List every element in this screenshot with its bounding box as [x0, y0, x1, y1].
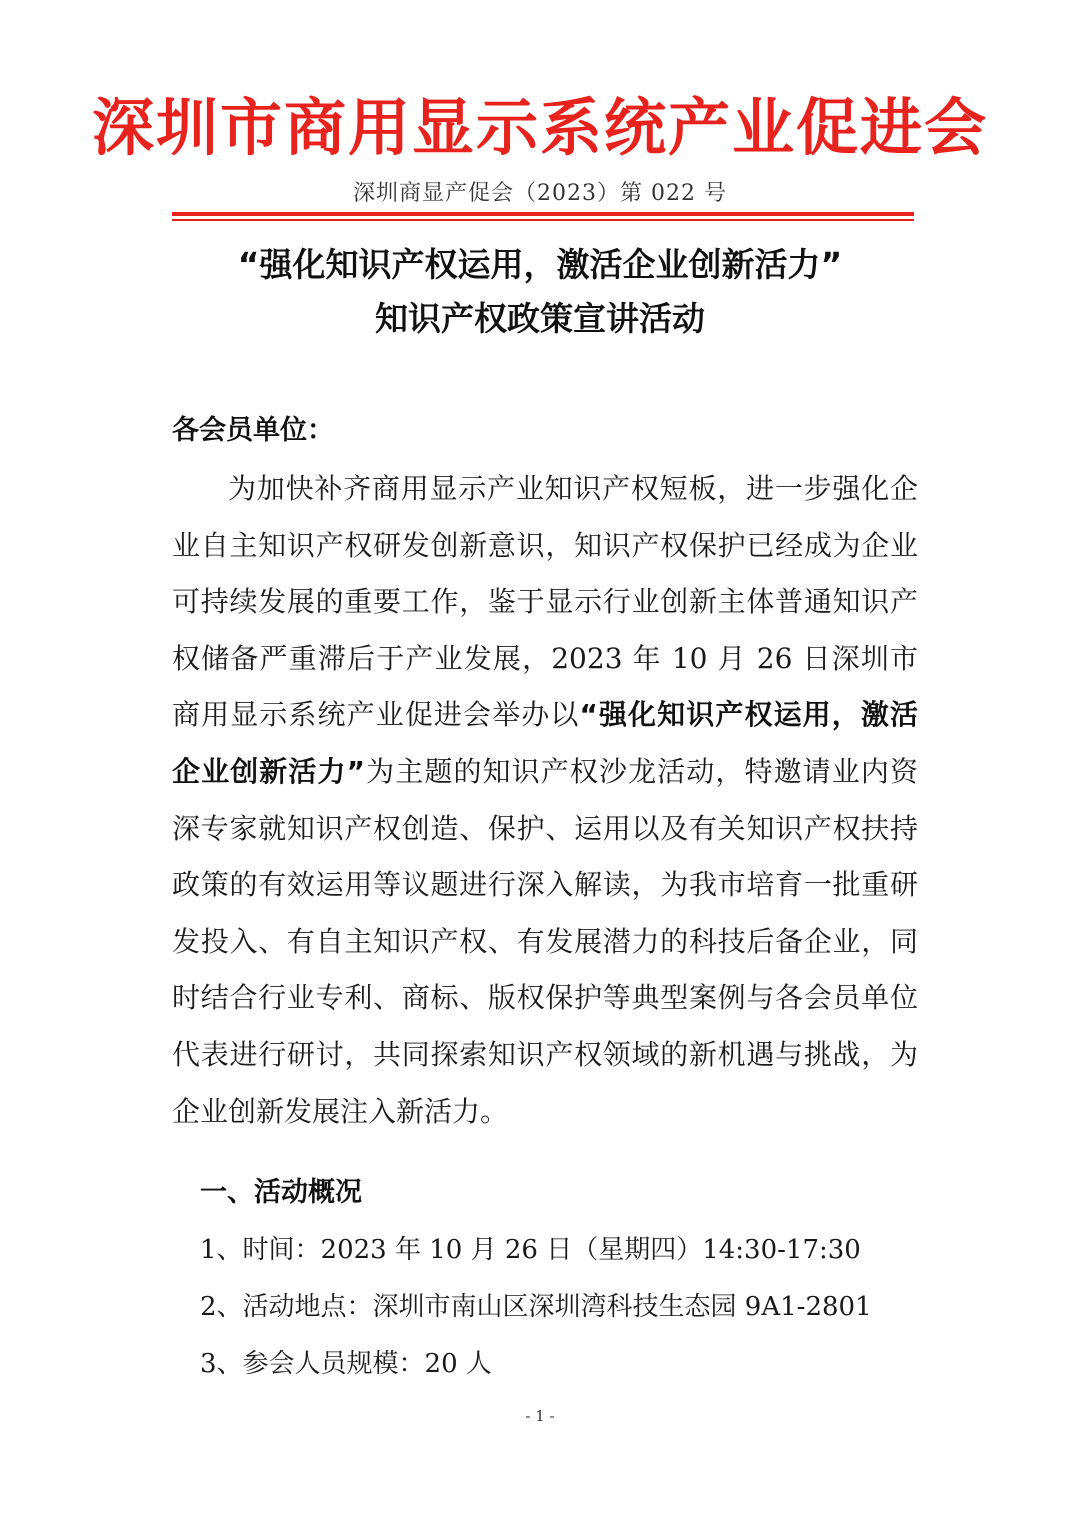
detail-item-attendance: 3、参会人员规模：20 人: [200, 1349, 492, 1379]
document-title-line1: “强化知识产权运用，激活企业创新活力”: [237, 245, 843, 284]
detail-item-location: 2、活动地点：深圳市南山区深圳湾科技生态园 9A1-2801: [200, 1292, 872, 1322]
body-emphasis-theme: “强化知识产权运用，激活企业创新活力”: [172, 698, 918, 788]
letterhead-rule-thick: [172, 212, 914, 216]
body-text-part1: 为加快补齐商用显示产业知识产权短板，进一步强化企业自主知识产权研发创新意识，知识产权保护已经成为企业可持续发展的重要工作，鉴于显示行业创新主体普通知识产权储备严重滞后于产业发展，2023 年 10 月 26 日深圳市商用显示系统产业促进会举办以: [172, 472, 918, 732]
body-paragraph: [172, 461, 918, 1140]
body-text-part2: 为主题的知识产权沙龙活动，特邀请业内资深专家就知识产权创造、保护、运用以及有关知识产权扶持政策的有效运用等议题进行深入解读，为我市培育一批重研发投入、有自主知识产权、有发展潜力的科技后备企业，同时结合行业专利、商标、版权保护等典型案例与各会员单位代表进行研讨，共同探索知识产权领域的新机遇与挑战，为企业创新发展注入新活力。: [172, 754, 918, 1128]
page-number: - 1 -: [525, 1407, 555, 1425]
salutation: 各会员单位：: [172, 415, 334, 446]
section-heading-overview: 一、活动概况: [200, 1177, 362, 1208]
organization-letterhead: 深圳市商用显示系统产业促进会: [91, 91, 988, 164]
document-number: 深圳商显产促会（2023）第 022 号: [353, 181, 727, 206]
document-title-line2: 知识产权政策宣讲活动: [375, 299, 705, 338]
letterhead-rule-thin: [172, 219, 914, 221]
detail-item-time: 1、时间：2023 年 10 月 26 日（星期四）14:30-17:30: [200, 1235, 861, 1265]
